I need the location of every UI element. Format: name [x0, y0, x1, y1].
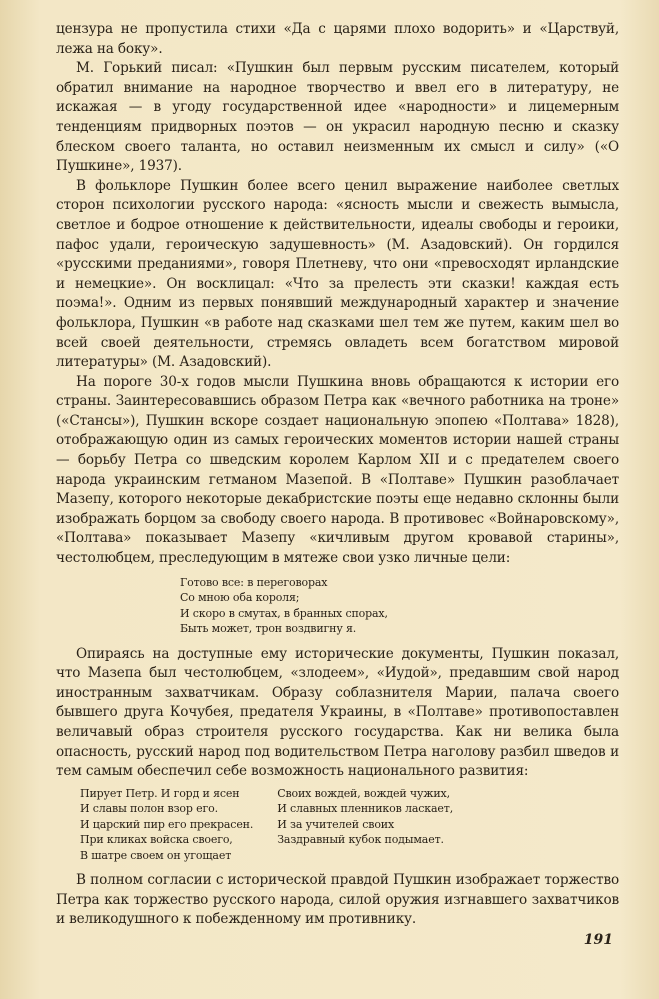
poem-line: Со мною оба короля; [180, 591, 300, 605]
poem-line: И за учителей своих [277, 817, 395, 831]
poem-line: И царский пир его прекрасен. [80, 817, 254, 831]
poem-line: Быть может, трон воздвигну я. [180, 622, 357, 636]
paragraph: Опираясь на доступные ему исторические документы, Пушкин показал, что Мазепа был честолюбцем, «злодеем», «Иудой», предавшим свой народ иностранным захватчикам. Образу соблазнителя Марии, палача своего бывшего друга Кочубея, предателя Украины, в «Полтаве» противопоставлен величавый образ строителя русского государства. Как ни велика была опасность, русский народ под водительством Петра наголову разбил шведов и тем самым обеспечил себе возможность национального развития: [56, 645, 619, 780]
poem-line: При кликах войска своего, [80, 833, 233, 847]
poem-line: Заздравный кубок подымает. [277, 833, 444, 847]
poem-line: Готово все: в переговорах [180, 575, 328, 589]
poem-line: И скоро в смутах, в бранных спорах, [180, 606, 388, 620]
paragraph: М. Горький писал: «Пушкин был первым русским писателем, который обратил внимание на народное творчество и ввел его в литературу, не искажая — в угоду государственной идее «народности» и лицемерным тенденциям придворных поэтов — он украсил народную песню и сказку блеском своего таланта, но оставил неизменным их смысл и силу» («О Пушкине», 1937). [56, 60, 619, 175]
paragraph: В фольклоре Пушкин более всего ценил выражение наиболее светлых сторон психологии русского народа: «ясность мысли и свежесть вымысла, светлое и бодрое отношение к действительности, идеалы свободы и героики, пафос удали, героическую задушевность» (М. Азадовский). Он гордился «русскими преданиями», говоря Плетневу, что они «превосходят ирландские и немецкие». Он восклицал: «Что за прелесть эти сказки! каждая есть поэма!». Одним из первых понявший международный характер и значение фольклора, Пушкин «в работе над сказками шел тем же путем, каким шел во всей своей деятельности, стремясь овладеть всем богатством мировой литературы» (М. Азадовский). [56, 177, 619, 371]
paragraph: На пороге 30-х годов мысли Пушкина вновь обращаются к истории его страны. Заинтересовавшись образом Петра как «вечного работника на троне» («Стансы»), Пушкин вскоре создает национальную эпопею «Полтава» 1828), отображающую один из самых героических моментов истории нашей страны — борьбу Петра со шведским королем Карлом XII и с предателем своего народа украинским гетманом Мазепой. В «Полтаве» Пушкин разоблачает Мазепу, которого некоторые декабристские поэты еще недавно склонны были изображать борцом за свободу своего народа. В противовес «Войнаровскому», «Полтава» показывает Мазепу «кичливым другом кровавой старины», честолюбцем, преследующим в мятеже свои узко личные цели: [56, 373, 619, 567]
page-number: 191 [583, 932, 613, 948]
page-body [56, 20, 619, 930]
paragraph: В полном согласии с исторической правдой Пушкин изображает торжество Петра как торжество русского народа, силой оружия изгнавшего захватчиков и великодушного к побежденному им противнику. [56, 872, 619, 928]
paragraph: цензура не пропустила стихи «Да с царями плохо водорить» и «Царствуй, лежа на боку». [56, 21, 619, 57]
poem-line: В шатре своем он угощает [80, 848, 232, 862]
poem-column-left [80, 786, 253, 864]
poem-line: Своих вождей, вождей чужих, [277, 786, 450, 800]
poem-line: Пирует Петр. И горд и ясен [80, 786, 240, 800]
poem-quote-mazepa [180, 575, 619, 637]
poem-column-right [277, 786, 453, 864]
poem-quote-peter [80, 786, 619, 864]
poem-line: И славных пленников ласкает, [277, 802, 454, 816]
poem-line: И славы полон взор его. [80, 802, 218, 816]
